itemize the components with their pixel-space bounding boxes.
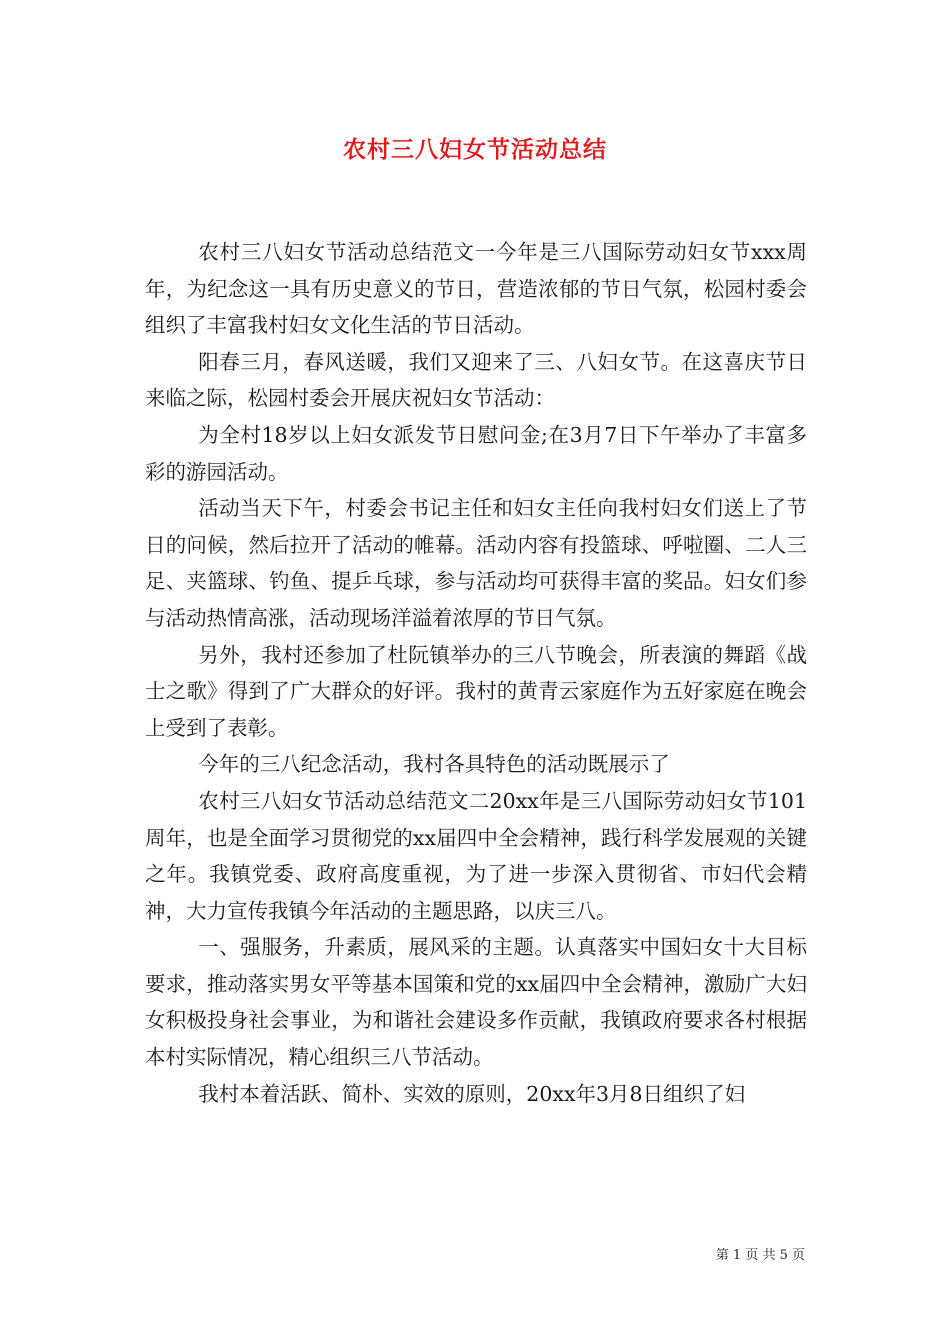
paragraph-1: 农村三八妇女节活动总结范文一今年是三八国际劳动妇女节xxx周年，为纪念这一具有历史意义的节日，营造浓郁的节日气氛，松园村委会组织了丰富我村妇女文化生活的节日活动。 [145,240,807,338]
paragraph-9: 我村本着活跃、简朴、实效的原则，20xx年3月8日组织了妇 [198,1081,746,1106]
paragraph-4: 活动当天下午，村委会书记主任和妇女主任向我村妇女们送上了节日的问候，然后拉开了活动的帷幕。活动内容有投篮球、呼啦圈、二人三足、夹篮球、钓鱼、提乒乓球，参与活动均可获得丰富的奖品。妇女们参与活动热情高涨，活动现场洋溢着浓厚的节日气氛。 [145,496,807,630]
paragraph-3: 为全村18岁以上妇女派发节日慰问金;在3月7日下午举办了丰富多彩的游园活动。 [145,422,807,484]
page-number-footer: 第 1 页 共 5 页 [715,1248,805,1263]
paragraph-6: 今年的三八纪念活动，我村各具特色的活动既展示了 [198,752,670,777]
document-body [145,234,807,1112]
paragraph-8: 一、强服务，升素质，展风采的主题。认真落实中国妇女十大目标要求，推动落实男女平等基本国策和党的xx届四中全会精神，激励广大妇女积极投身社会事业，为和谐社会建设多作贡献，我镇政府要求各村根据本村实际情况，精心组织三八节活动。 [145,935,807,1070]
paragraph-7: 农村三八妇女节活动总结范文二20xx年是三八国际劳动妇女节101周年，也是全面学习贯彻党的xx届四中全会精神，践行科学发展观的关键之年。我镇党委、政府高度重视，为了进一步深入贯彻省、市妇代会精神，大力宣传我镇今年活动的主题思路，以庆三八。 [145,788,807,923]
paragraph-2: 阳春三月，春风送暖，我们又迎来了三、八妇女节。在这喜庆节日来临之际，松园村委会开展庆祝妇女节活动： [145,349,807,411]
paragraph-5: 另外，我村还参加了杜阮镇举办的三八节晚会，所表演的舞蹈《战士之歌》得到了广大群众的好评。我村的黄青云家庭作为五好家庭在晚会上受到了表彰。 [145,642,807,740]
document-title: 农村三八妇女节活动总结 [343,136,607,163]
